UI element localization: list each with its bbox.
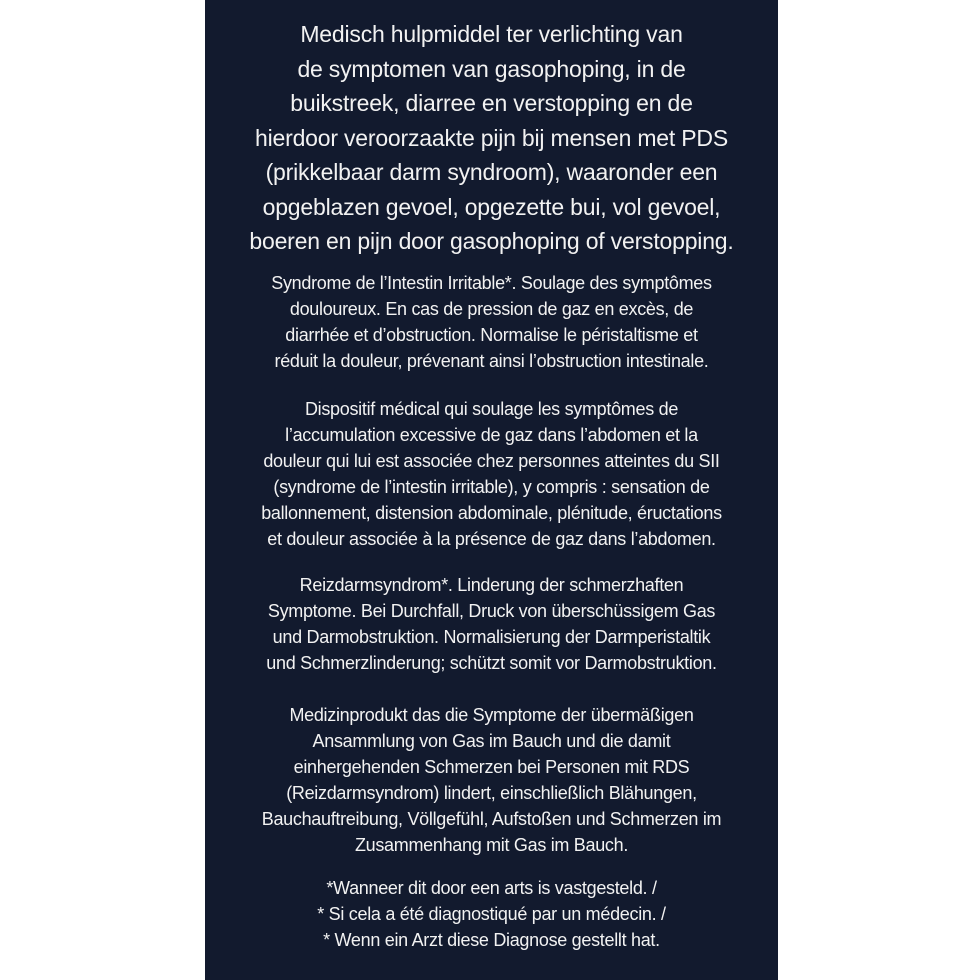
text-line: douloureux. En cas de pression de gaz en excès, de <box>289 299 694 319</box>
footnotes <box>205 875 778 953</box>
text-line: réduit la douleur, prévenant ainsi l’obstruction intestinale. <box>274 351 709 371</box>
german-claim <box>205 572 778 676</box>
text-line: Medisch hulpmiddel ter verlichting van <box>300 21 683 47</box>
text-line: de symptomen van gasophoping, in de <box>297 55 686 82</box>
text-line: (syndrome de l’intestin irritable), y compris : sensation de <box>273 477 710 497</box>
text-line: Zusammenhang mit Gas im Bauch. <box>354 835 629 855</box>
text-line: boeren en pijn door gasophoping of verstopping. <box>249 228 734 254</box>
dutch-description <box>205 17 778 259</box>
text-line: et douleur associée à la présence de gaz dans l’abdomen. <box>267 529 716 549</box>
text-line: diarrhée et d’obstruction. Normalise le péristaltisme et <box>285 325 698 345</box>
footnote-line: *Wanneer dit door een arts is vastgesteld. / <box>326 878 657 898</box>
french-claim <box>205 270 778 374</box>
text-line: ballonnement, distension abdominale, plénitude, éructations <box>261 503 722 523</box>
text-line: einhergehenden Schmerzen bei Personen mit RDS <box>293 757 690 777</box>
text-line: Bauchauftreibung, Völlgefühl, Aufstoßen und Schmerzen im <box>261 809 722 829</box>
text-line: Ansammlung von Gas im Bauch und die damit <box>312 731 671 751</box>
footnote-line: * Wenn ein Arzt diese Diagnose gestellt hat. <box>323 930 660 950</box>
footnote-line: * Si cela a été diagnostiqué par un médecin. / <box>317 904 666 924</box>
text-line: Symptome. Bei Durchfall, Druck von überschüssigem Gas <box>267 601 716 621</box>
text-line: Dispositif médical qui soulage les symptômes de <box>304 399 679 419</box>
french-description <box>205 396 778 552</box>
text-line: Medizinprodukt das die Symptome der übermäßigen <box>289 705 694 725</box>
text-line: douleur qui lui est associée chez personnes atteintes du SII <box>263 451 720 471</box>
text-line: und Darmobstruktion. Normalisierung der Darmperistaltik <box>272 627 711 647</box>
text-line: buikstreek, diarree en verstopping en de <box>290 90 693 116</box>
text-line: opgeblazen gevoel, opgezette bui, vol gevoel, <box>262 193 721 220</box>
text-line: Reizdarmsyndrom*. Linderung der schmerzhaften <box>299 575 684 595</box>
text-line: l’accumulation excessive de gaz dans l’abdomen et la <box>285 425 698 445</box>
text-line: (prikkelbaar darm syndroom), waaronder een <box>265 159 718 185</box>
text-line: (Reizdarmsyndrom) lindert, einschließlich Blähungen, <box>286 783 697 803</box>
text-line: hierdoor veroorzaakte pijn bij mensen met PDS <box>255 124 728 151</box>
text-line: und Schmerzlinderung; schützt somit vor Darmobstruktion. <box>266 653 717 673</box>
german-description <box>205 702 778 858</box>
product-label-panel <box>205 0 778 980</box>
text-line: Syndrome de l’Intestin Irritable*. Soulage des symptômes <box>271 273 712 293</box>
